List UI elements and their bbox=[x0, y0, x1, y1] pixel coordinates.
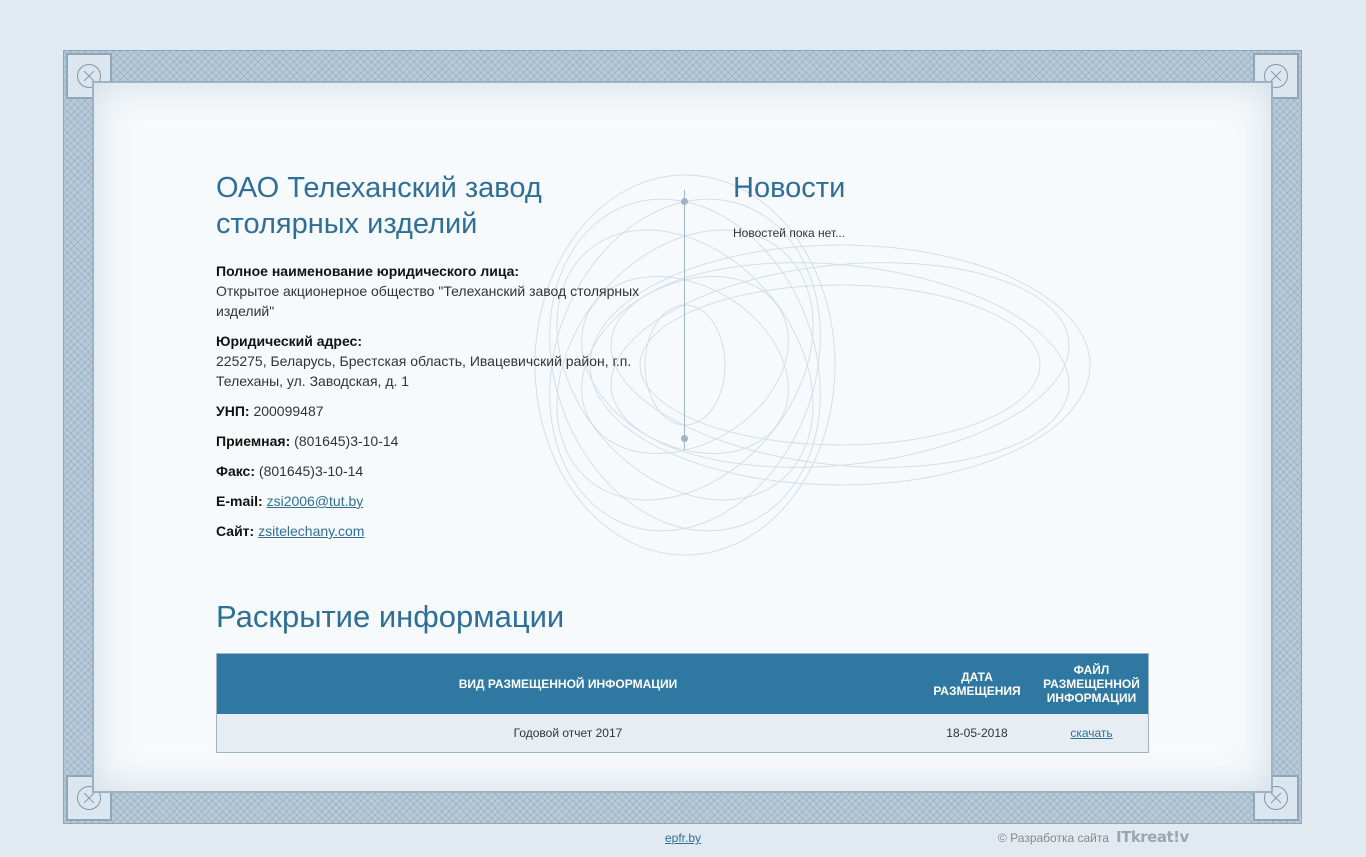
fax-row bbox=[216, 461, 646, 481]
address-label: Юридический адрес: bbox=[216, 333, 362, 349]
reception-value: (801645)3-10-14 bbox=[294, 433, 399, 449]
news-empty-message: Новостей пока нет... bbox=[733, 226, 846, 240]
fax-value: (801645)3-10-14 bbox=[258, 463, 364, 479]
table-row bbox=[217, 714, 1149, 753]
disclosure-title: Раскрытие информации bbox=[216, 599, 565, 634]
unp-row bbox=[216, 401, 646, 421]
email-link[interactable]: zsi2006@tut.by bbox=[266, 493, 364, 509]
table-header-row bbox=[217, 654, 1149, 715]
site-label: Сайт: bbox=[216, 523, 255, 539]
footer-link[interactable]: epfr.by bbox=[665, 831, 702, 845]
site-row bbox=[216, 521, 646, 541]
column-divider bbox=[684, 190, 685, 450]
column-header-type: ВИД РАЗМЕЩЕННОЙ ИНФОРМАЦИИ bbox=[217, 654, 920, 715]
full-name-row bbox=[216, 261, 646, 321]
email-label: E-mail: bbox=[216, 493, 263, 509]
row-date: 18-05-2018 bbox=[919, 714, 1035, 753]
email-row bbox=[216, 491, 646, 511]
unp-value: 200099487 bbox=[253, 403, 324, 419]
column-header-file: ФАЙЛ РАЗМЕЩЕННОЙ ИНФОРМАЦИИ bbox=[1035, 654, 1149, 715]
unp-label: УНП: bbox=[216, 403, 250, 419]
address-value: 225275, Беларусь, Брестская область, Ивацевичский район, г.п. Телеханы, ул. Заводская, д. 1 bbox=[216, 353, 632, 389]
row-file-cell bbox=[1035, 714, 1149, 753]
row-type: Годовой отчет 2017 bbox=[217, 714, 920, 753]
company-info bbox=[216, 261, 646, 551]
company-title: ОАО Телеханский завод столярных изделий bbox=[216, 172, 542, 240]
address-row bbox=[216, 331, 646, 391]
developer-credit: © Разработка сайта bbox=[998, 831, 1109, 845]
reception-row bbox=[216, 431, 646, 451]
developer-logo[interactable]: ITkreat!v bbox=[1116, 828, 1189, 846]
disclosure-table bbox=[216, 653, 1149, 753]
full-name-value: Открытое акционерное общество "Телеханский завод столярных изделий" bbox=[216, 283, 640, 319]
news-title: Новости bbox=[733, 172, 846, 204]
download-link[interactable]: скачать bbox=[1070, 726, 1113, 740]
reception-label: Приемная: bbox=[216, 433, 291, 449]
column-header-date: ДАТА РАЗМЕЩЕНИЯ bbox=[919, 654, 1035, 715]
full-name-label: Полное наименование юридического лица: bbox=[216, 263, 520, 279]
site-link[interactable]: zsitelechany.com bbox=[258, 523, 365, 539]
fax-label: Факс: bbox=[216, 463, 256, 479]
